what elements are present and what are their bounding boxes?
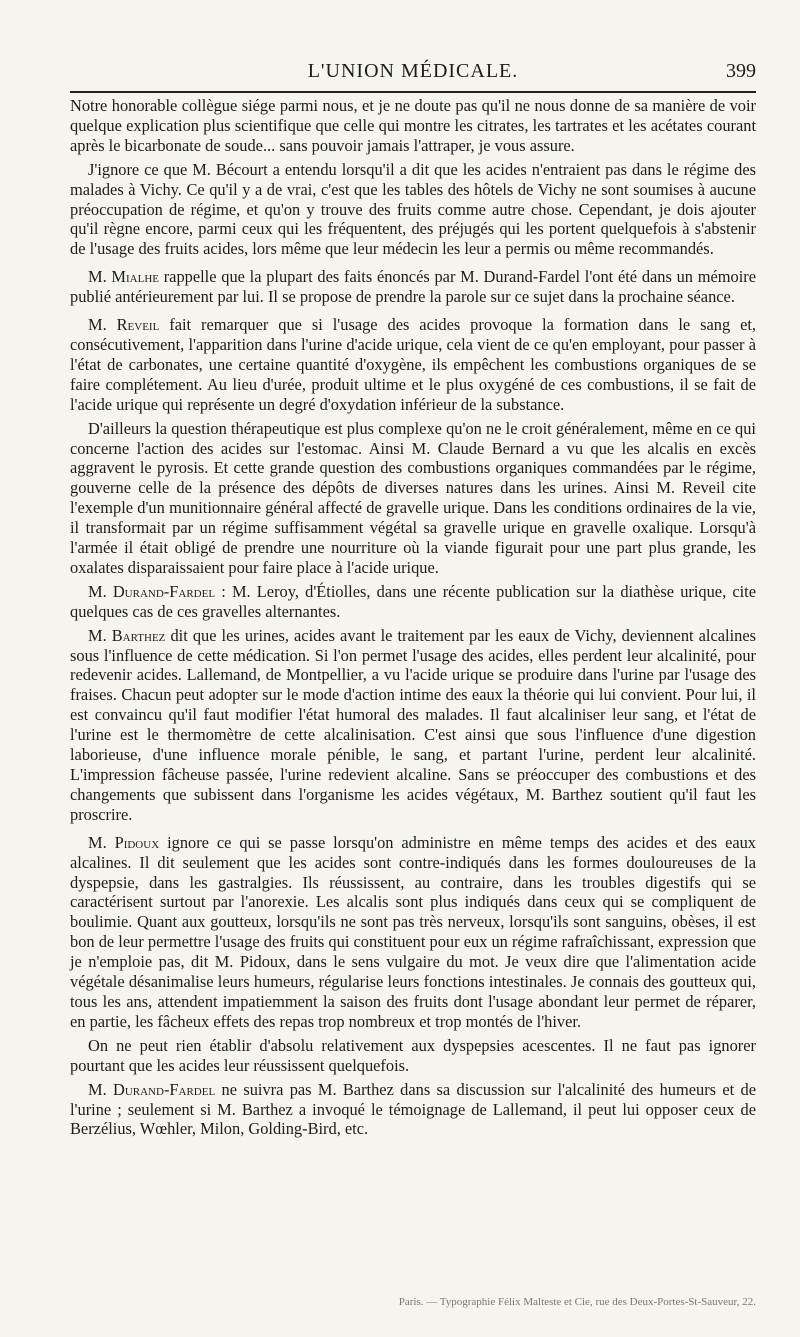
article-body	[70, 96, 756, 1139]
speaker-name: M. Durand-Fardel	[88, 581, 216, 601]
page-header	[70, 0, 756, 96]
printer-imprint: Paris. — Typographie Félix Malteste et Cie, rue des Deux-Portes-St-Sauveur, 22.	[398, 1296, 756, 1308]
header-rule	[70, 91, 756, 93]
paragraph	[70, 582, 756, 622]
paragraph-text: rappelle que la plupart des faits énoncés par M. Durand-Fardel l'ont été dans un mémoire publié antérieurement par lui. Il se propose de prendre la parole sur ce sujet dans la prochaine séance.	[70, 267, 756, 307]
paragraph-text: fait remarquer que si l'usage des acides provoque la formation dans le sang et, consécutivement, l'apparition dans l'urine d'acide urique, cela vient de ce qu'en employant, pour passer à l'état de carbonates, une certaine quantité d'oxygène, ils empêchent les combustions organiques de se faire complétement. Au lieu d'urée, produit ultime et le plus oxygéné de ces combustions, il se fait de l'acide urique qui représente un degré d'oxydation inférieur de la substance.	[70, 315, 756, 414]
paragraph-text: dit que les urines, acides avant le traitement par les eaux de Vichy, deviennent alcalines sous l'influence de cette médication. Si l'on permet l'usage des acides, elles perdent leur alcalinité, pour redevenir acides. Lallemand, de Montpellier, a vu l'acide urique se produire dans l'urine par l'usage des fraises. Chacun peut adopter sur le mode d'action intime des eaux la théorie qui lui convient. Pour lui, il est convaincu qu'il faut modifier l'état humoral des malades. Il faut alcaliniser leur sang, et l'état de l'urine est le thermomètre de cette alcalinisation. C'est ainsi que sous l'influence d'une digestion laborieuse, d'une influence morale pénible, le sang, et partant l'urine, perdent leur alcalinité. L'impression fâcheuse passée, l'urine redevient alcaline. Sans se préoccuper des combustions et des changements que subissent dans l'organisme les acides végétaux, M. Barthez soutient qu'il faut les proscrire.	[70, 625, 756, 824]
speaker-name: M. Reveil	[88, 315, 160, 335]
paragraph	[70, 315, 756, 415]
paragraph-text: J'ignore ce que M. Bécourt a entendu lorsqu'il a dit que les acides n'entraient pas dans le régime des malades à Vichy. Ce qu'il y a de vrai, c'est que les tables des hôtels de Vichy ne sont soumises à aucune préoccupation de régime, et qu'on y trouve des fruits comme autre chose. Cependant, je dois ajouter qu'il règne encore, parmi ceux qui les fréquentent, des préjugés qui les portent quelquefois à s'abstenir de l'usage des fruits acides, lors même que leur médecin les leur a permis ou même recommandés.	[70, 159, 756, 259]
running-title: L'UNION MÉDICALE.	[307, 60, 519, 82]
paragraph	[70, 267, 756, 307]
paragraph	[70, 833, 756, 1032]
paragraph	[70, 626, 756, 825]
paragraph-text: ne suivra pas M. Barthez dans sa discussion sur l'alcalinité des humeurs et de l'urine ; seulement si M. Barthez a invoqué le témoignage de Lallemand, il peut lui opposer ceux de Berzélius, Wœhler, Milon, Golding-Bird, etc.	[70, 1079, 756, 1139]
paragraph	[70, 1036, 756, 1076]
speaker-name: M. Barthez	[88, 625, 166, 645]
paragraph	[70, 96, 756, 156]
page-number: 399	[726, 60, 756, 82]
speaker-name: M. Pidoux	[88, 832, 160, 852]
speaker-name: M. Durand-Fardel	[88, 1079, 216, 1099]
paragraph-text: D'ailleurs la question thérapeutique est plus complexe qu'on ne le croit généralement, même en ce qui concerne l'action des acides sur l'estomac. Ainsi M. Claude Bernard a vu que les alcalis en excès aggravent le pyrosis. Et cette grande question des combustions organiques commandées par le régime, gouverne celle de la présence des dépôts de diverses natures dans les urines. Ainsi M. Reveil cite l'exemple d'un munitionnaire général affecté de gravelle urique. Dans les conditions ordinaires de la vie, il transformait par un régime suffisamment végétal sa gravelle urique en gravelle oxalique. Lorsqu'à l'armée il était obligé de prendre une nourriture où la viande figurait pour une part plus grande, les oxalates disparaissaient pour faire place à l'acide urique.	[70, 418, 756, 577]
paragraph-text: : M. Leroy, d'Étiolles, dans une récente publication sur la diathèse urique, cite quelques cas de ces gravelles alternantes.	[70, 581, 756, 621]
paragraph-text: Notre honorable collègue siége parmi nous, et je ne doute pas qu'il ne nous donne de sa manière de voir quelque explication plus scientifique que celle qui montre les citrates, les tartrates et les acétates courant après le bicarbonate de soude... sans pouvoir jamais l'attraper, je vous assure.	[70, 96, 756, 155]
paragraph-text: On ne peut rien établir d'absolu relativement aux dyspepsies acescentes. Il ne faut pas ignorer pourtant que les acides leur réussissent quelquefois.	[70, 1035, 756, 1075]
paragraph	[70, 1080, 756, 1140]
paragraph	[70, 160, 756, 260]
speaker-name: M. Mialhe	[88, 267, 159, 287]
paragraph	[70, 419, 756, 578]
paragraph-text: ignore ce qui se passe lorsqu'on administre en même temps des acides et des eaux alcalines. Il dit seulement que les acides sont contre-indiqués dans les formes douloureuses de la dyspepsie, dans les gastralgies. Ils réussissent, au contraire, dans les troubles digestifs qui se caractérisent surtout par l'anorexie. Les alcalis sont plus indiqués dans ceux qui se compliquent de boulimie. Quant aux goutteux, lorsqu'ils ne sont pas très nerveux, lorsqu'ils sont sanguins, obèses, il est bon de leur permettre l'usage des fruits qui constituent pour eux un régime rafraîchissant, expression que je n'emploie pas, dit M. Pidoux, dans le sens vulgaire du mot. Je veux dire que l'alimentation acide végétale désanimalise leurs humeurs, régularise leurs fonctions intestinales. Je connais des goutteux qui, tous les ans, attendent impatiemment la saison des fruits dont l'usage abondant leur permet de réparer, en partie, les fâcheux effets des repas trop nombreux et trop montés de l'hiver.	[70, 832, 757, 1031]
